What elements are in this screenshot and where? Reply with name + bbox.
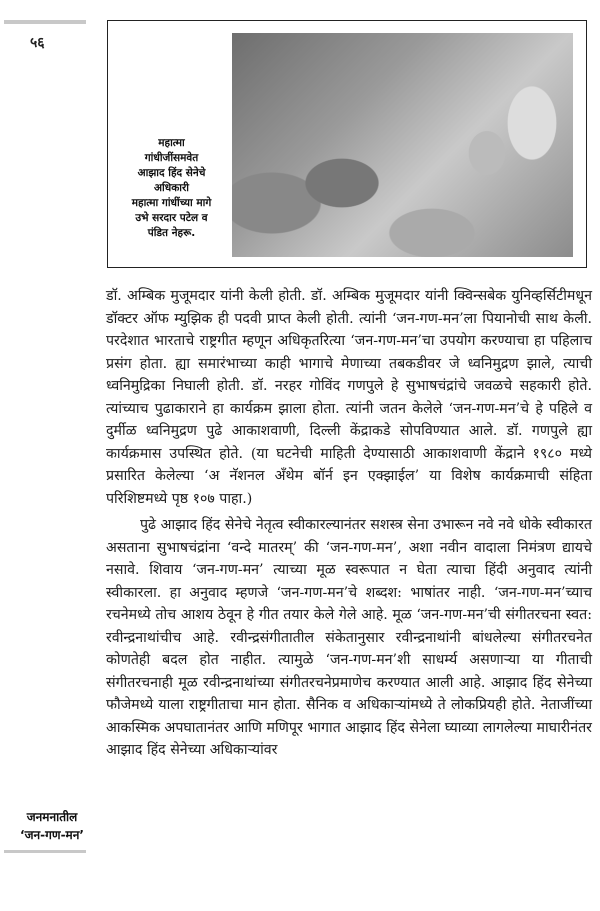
caption-line: महात्मा गांधींच्या मागे bbox=[131, 197, 212, 209]
side-rule bbox=[4, 850, 86, 853]
side-label-line: जनमनातील bbox=[26, 810, 78, 824]
caption-line: अधिकारी bbox=[154, 182, 189, 194]
caption-line: उभे सरदार पटेल व bbox=[135, 212, 208, 224]
paragraph: पुढे आझाद हिंद सेनेचे नेतृत्व स्वीकारल्यानंतर सशस्त्र सेना उभारून नवे नवे धोके स्वीकारत असताना सुभाषचंद्रांना ‘वन्दे मातरम्’ की ‘जन-गण-मन’, अशा नवीन वादाला निमंत्रण द्यायचे नसावे. शिवाय ‘जन-गण-मन’ त्याच्या मूळ स्वरूपात न घेता त्याचा हिंदी अनुवाद त्यांनी स्वीकारला. हा अनुवाद म्हणजे ‘जन-गण-मन’चे शब्दश: भाषांतर नाही. ‘जन-गण-मन’च्याच रचनेमध्ये तोच आशय ठेवून हे गीत तयार केले गेले आहे. मूळ ‘जन-गण-मन’ची संगीतरचना स्वत: रवीन्द्रनाथांचीच आहे. रवीन्द्रसंगीतातील संकेतानुसार रवीन्द्रनाथांनी बांधलेल्या संगीतरचनेत कोणतेही बदल होत नाहीत. त्यामुळे ‘जन-गण-मन’शी साधर्म्य असणाऱ्या या गीताची संगीतरचनाही मूळ रवीन्द्रनाथांच्या संगीतरचनेप्रमाणेच करण्यात आली आहे. आझाद हिंद सेनेच्या फौजेमध्ये याला राष्ट्रगीताचा मान होता. सैनिक व अधिकाऱ्यांमध्ये ते लोकप्रियही होते. नेताजींच्या आकस्मिक अपघातानंतर आणि मणिपूर भागात आझाद हिंद सेनेला घ्याव्या लागलेल्या माघारीनंतर आझाद हिंद सेनेच्या अधिकाऱ्यांवर bbox=[106, 517, 592, 758]
body-text bbox=[106, 285, 592, 762]
side-label-line: ‘जन-गण-मन’ bbox=[20, 828, 84, 842]
caption-line: पंडित नेहरू. bbox=[147, 227, 196, 239]
photo-caption bbox=[114, 136, 229, 241]
photograph-icon bbox=[232, 33, 573, 257]
page-number: ५६ bbox=[30, 35, 45, 51]
caption-line: आझाद हिंद सेनेचे bbox=[137, 167, 206, 179]
caption-line: गांधीजींसमवेत bbox=[144, 152, 199, 164]
chapter-side-label bbox=[2, 808, 102, 844]
caption-line: महात्मा bbox=[158, 137, 185, 149]
top-rule bbox=[4, 20, 86, 24]
paragraph: डॉ. अम्बिक मुजूमदार यांनी केली होती. डॉ. अम्बिक मुजूमदार यांनी क्विन्सबेक युनिव्हर्सिटीमधून डॉक्टर ऑफ म्युझिक ही पदवी प्राप्त केली होती. त्यांनी ‘जन-गण-मन’ला पियानोची साथ केली. परदेशात भारताचे राष्ट्रगीत म्हणून अधिकृतरित्या ‘जन-गण-मन’चा उपयोग करण्याचा हा पहिलाच प्रसंग होता. ह्या समारंभाच्या काही भागाचे मेणाच्या तबकडीवर जे ध्वनिमुद्रण झाले, त्याची ध्वनिमुद्रिका निघाली होती. डॉ. नरहर गोविंद गणपुले हे सुभाषचंद्रांचे जवळचे सहकारी होते. त्यांच्याच पुढाकाराने हा कार्यक्रम झाला होता. त्यांनी जतन केलेले ‘जन-गण-मन’चे हे पहिले व दुर्मीळ ध्वनिमुद्रण पुढे आकाशवाणी, दिल्ली केंद्राकडे सोपविण्यात आले. डॉ. गणपुले ह्या कार्यक्रमास उपस्थित होते. (या घटनेची माहिती देण्यासाठी आकाशवाणी केंद्राने १९८० मध्ये प्रसारित केलेल्या ‘अ नॅशनल अँथेम बॉर्न इन एक्झाईल’ या विशेष कार्यक्रमाची संहिता परिशिष्टमध्ये पृष्ठ १०७ पाहा.) bbox=[106, 288, 592, 507]
photo-figure bbox=[107, 20, 587, 268]
